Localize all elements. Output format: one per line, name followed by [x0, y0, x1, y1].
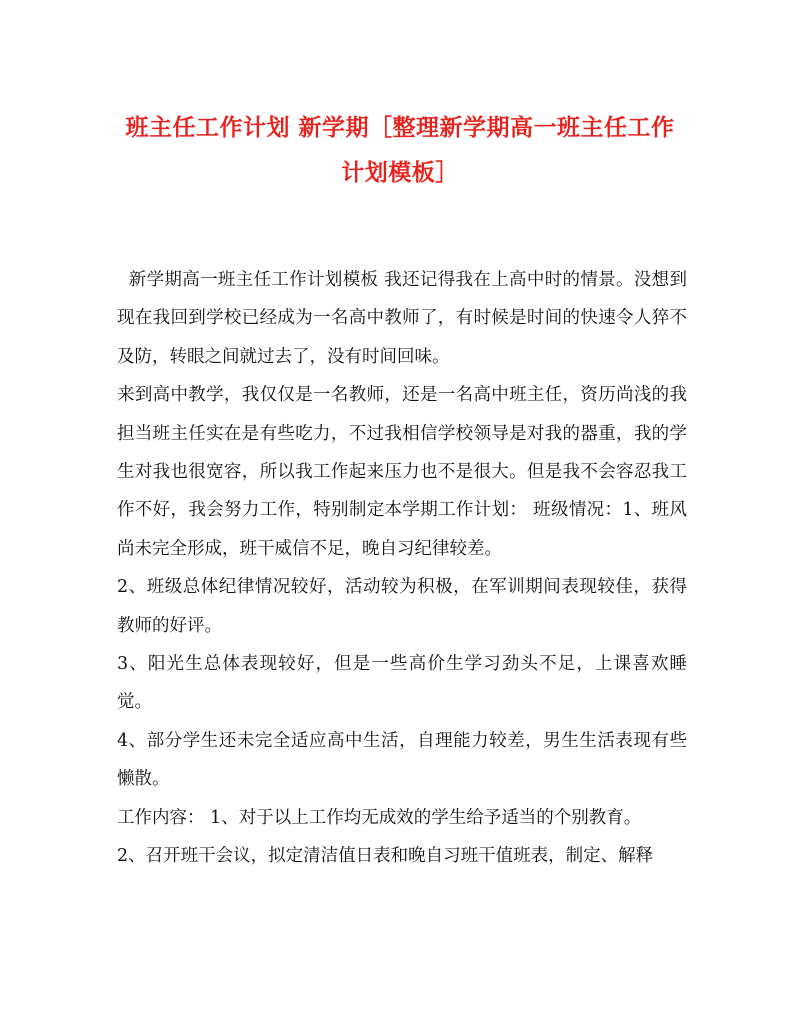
paragraph-item-2: 2、班级总体纪律情况较好，活动较为积极，在军训期间表现较佳，获得教师的好评。	[117, 577, 687, 636]
title-line-1: 班主任工作计划 新学期［整理新学期高一班主任工作	[125, 114, 675, 141]
title-line-2: 计划模板］	[341, 159, 459, 186]
paragraph-class-situation: 来到高中教学，我仅仅是一名教师，还是一名高中班主任，资历尚浅的我担当班主任实在是有些吃力，不过我相信学校领导是对我的器重，我的学生对我也很宽容，所以我工作起来压力也不是很大。但是我不会容忍我工作不好，我会努力工作，特别制定本学期工作计划： 班级情况：1、班风尚未完全形成，班干威信不足，晚自习纪律较差。	[117, 385, 687, 559]
document-body	[117, 261, 687, 876]
document-title	[110, 105, 690, 195]
paragraph-work-content: 工作内容： 1、对于以上工作均无成效的学生给予适当的个别教育。	[117, 807, 642, 828]
paragraph-item-3: 3、阳光生总体表现较好，但是一些高价生学习劲头不足，上课喜欢睡觉。	[117, 654, 687, 713]
paragraph-item-4: 4、部分学生还未完全适应高中生活，自理能力较差，男生生活表现有些懒散。	[117, 730, 687, 790]
paragraph-work-item-2: 2、召开班干会议，拟定清洁值日表和晚自习班干值班表，制定、解释	[117, 846, 654, 867]
paragraph-intro: 新学期高一班主任工作计划模板 我还记得我在上高中时的情景。没想到现在我回到学校已经成为一名高中教师了，有时候是时间的快速令人猝不及防，转眼之间就过去了，没有时间回味。	[117, 270, 687, 367]
